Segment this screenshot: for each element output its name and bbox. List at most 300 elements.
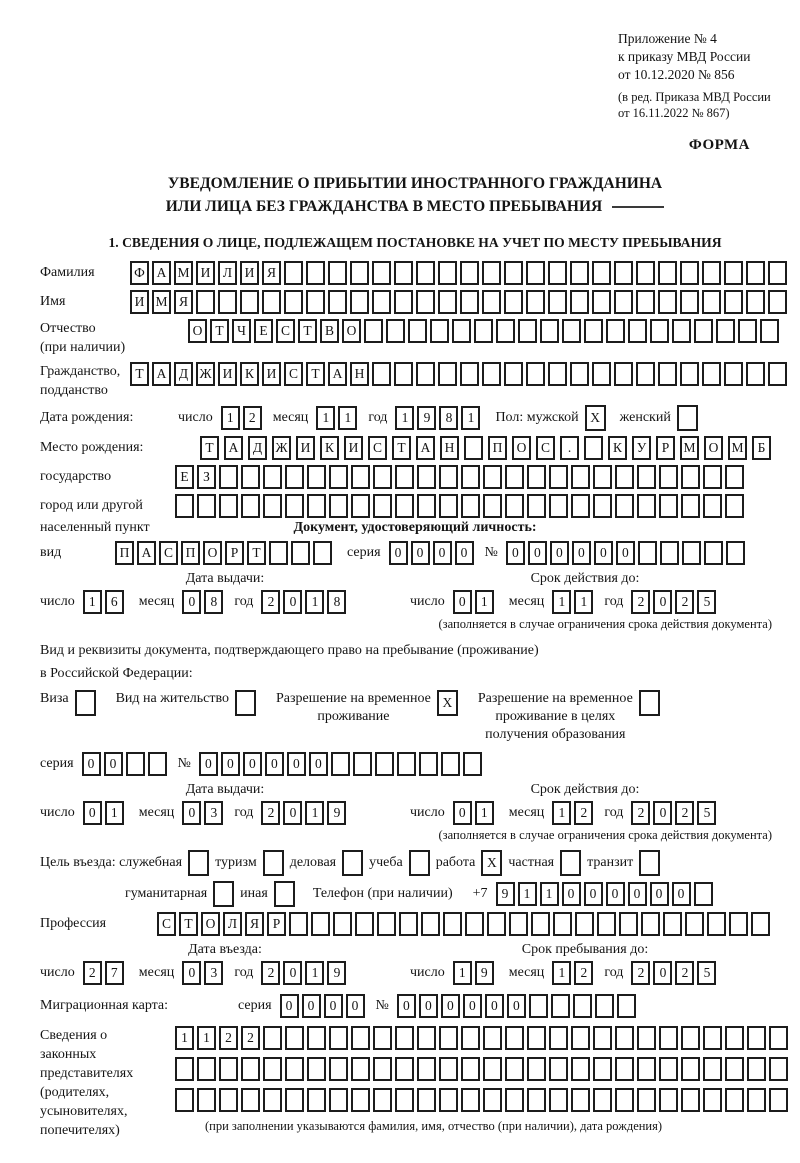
cell[interactable]: 5 xyxy=(697,961,716,985)
cell[interactable]: X xyxy=(437,690,458,716)
purpose-business-checkbox[interactable] xyxy=(342,850,363,876)
cell[interactable]: X xyxy=(585,405,606,431)
cell[interactable] xyxy=(746,362,765,386)
cell[interactable] xyxy=(617,994,636,1018)
cell[interactable] xyxy=(738,319,757,343)
cell[interactable] xyxy=(483,494,502,518)
cell[interactable] xyxy=(377,912,396,936)
cell[interactable] xyxy=(438,362,457,386)
cell[interactable] xyxy=(311,912,330,936)
cell[interactable] xyxy=(461,1057,480,1081)
cell[interactable]: З xyxy=(197,465,216,489)
cell[interactable] xyxy=(430,319,449,343)
cell[interactable]: Н xyxy=(440,436,459,460)
cell[interactable]: 0 xyxy=(389,541,408,565)
cell[interactable]: 9 xyxy=(327,801,346,825)
cell[interactable]: 2 xyxy=(631,801,650,825)
cell[interactable]: Т xyxy=(179,912,198,936)
cell[interactable]: 0 xyxy=(182,590,201,614)
residence-permit-checkbox[interactable] xyxy=(235,690,256,716)
cell[interactable]: 0 xyxy=(653,961,672,985)
cell[interactable] xyxy=(571,465,590,489)
cell[interactable] xyxy=(350,261,369,285)
cell[interactable]: 0 xyxy=(182,801,201,825)
cell[interactable] xyxy=(504,290,523,314)
right-number-cells[interactable] xyxy=(199,752,485,776)
cell[interactable]: К xyxy=(320,436,339,460)
cell[interactable] xyxy=(235,690,256,716)
cell[interactable]: 5 xyxy=(697,801,716,825)
cell[interactable]: П xyxy=(115,541,134,565)
cell[interactable] xyxy=(725,1088,744,1112)
cell[interactable]: Р xyxy=(656,436,675,460)
id-valid-year-cells[interactable] xyxy=(631,590,719,614)
cell[interactable]: 0 xyxy=(616,541,635,565)
cell[interactable]: В xyxy=(320,319,339,343)
cell[interactable]: 0 xyxy=(283,961,302,985)
temp-residence-edu-checkbox[interactable] xyxy=(639,690,660,716)
rep-cells-row1[interactable] xyxy=(175,1026,791,1050)
cell[interactable] xyxy=(551,994,570,1018)
cell[interactable] xyxy=(768,261,787,285)
cell[interactable]: А xyxy=(416,436,435,460)
cell[interactable] xyxy=(529,994,548,1018)
cell[interactable] xyxy=(329,465,348,489)
cell[interactable]: А xyxy=(152,261,171,285)
cell[interactable] xyxy=(197,1057,216,1081)
cell[interactable] xyxy=(175,1088,194,1112)
cell[interactable]: Т xyxy=(130,362,149,386)
cell[interactable] xyxy=(351,1026,370,1050)
cell[interactable] xyxy=(597,912,616,936)
cell[interactable] xyxy=(482,362,501,386)
cell[interactable] xyxy=(329,1088,348,1112)
cell[interactable] xyxy=(395,1057,414,1081)
cell[interactable] xyxy=(571,494,590,518)
sex-female-checkbox[interactable] xyxy=(677,405,698,431)
cell[interactable]: 1 xyxy=(305,961,324,985)
cell[interactable]: 0 xyxy=(283,590,302,614)
cell[interactable]: 0 xyxy=(199,752,218,776)
birth-place-cells-3[interactable] xyxy=(175,494,747,518)
cell[interactable]: 0 xyxy=(182,961,201,985)
cell[interactable]: Ж xyxy=(272,436,291,460)
cell[interactable]: А xyxy=(224,436,243,460)
cell[interactable]: 1 xyxy=(197,1026,216,1050)
cell[interactable] xyxy=(681,1057,700,1081)
cell[interactable]: 2 xyxy=(631,961,650,985)
cell[interactable]: Ф xyxy=(130,261,149,285)
cell[interactable]: 0 xyxy=(455,541,474,565)
cell[interactable]: 0 xyxy=(82,752,101,776)
cell[interactable]: 0 xyxy=(594,541,613,565)
cell[interactable]: 2 xyxy=(83,961,102,985)
cell[interactable] xyxy=(263,1057,282,1081)
cell[interactable] xyxy=(549,494,568,518)
cell[interactable] xyxy=(658,290,677,314)
id-series-cells[interactable] xyxy=(389,541,477,565)
cell[interactable] xyxy=(531,912,550,936)
given-name-cells[interactable] xyxy=(130,290,790,314)
cell[interactable]: 1 xyxy=(105,801,124,825)
cell[interactable] xyxy=(240,290,259,314)
cell[interactable] xyxy=(636,290,655,314)
cell[interactable]: 2 xyxy=(261,801,280,825)
cell[interactable] xyxy=(263,1026,282,1050)
cell[interactable] xyxy=(505,1026,524,1050)
cell[interactable]: А xyxy=(137,541,156,565)
id-issue-day-cells[interactable] xyxy=(83,590,127,614)
cell[interactable] xyxy=(680,362,699,386)
cell[interactable] xyxy=(751,912,770,936)
cell[interactable]: А xyxy=(328,362,347,386)
cell[interactable] xyxy=(595,994,614,1018)
cell[interactable]: С xyxy=(536,436,555,460)
cell[interactable]: Т xyxy=(392,436,411,460)
right-valid-day-cells[interactable] xyxy=(453,801,497,825)
cell[interactable] xyxy=(328,290,347,314)
cell[interactable] xyxy=(196,290,215,314)
cell[interactable] xyxy=(584,436,603,460)
cell[interactable] xyxy=(241,1057,260,1081)
cell[interactable]: М xyxy=(680,436,699,460)
cell[interactable] xyxy=(702,362,721,386)
cell[interactable]: 0 xyxy=(453,590,472,614)
cell[interactable] xyxy=(639,850,660,876)
cell[interactable] xyxy=(329,1057,348,1081)
cell[interactable]: 2 xyxy=(574,801,593,825)
cell[interactable] xyxy=(505,465,524,489)
cell[interactable] xyxy=(364,319,383,343)
cell[interactable] xyxy=(505,1088,524,1112)
cell[interactable] xyxy=(724,362,743,386)
cell[interactable] xyxy=(527,1057,546,1081)
cell[interactable] xyxy=(241,494,260,518)
purpose-private-checkbox[interactable] xyxy=(560,850,581,876)
cell[interactable] xyxy=(703,494,722,518)
cell[interactable] xyxy=(650,319,669,343)
cell[interactable] xyxy=(409,850,430,876)
cell[interactable] xyxy=(769,1088,788,1112)
cell[interactable]: 0 xyxy=(433,541,452,565)
cell[interactable] xyxy=(439,1057,458,1081)
cell[interactable]: 0 xyxy=(528,541,547,565)
cell[interactable]: Е xyxy=(254,319,273,343)
cell[interactable]: Т xyxy=(247,541,266,565)
cell[interactable]: 1 xyxy=(395,406,414,430)
cell[interactable] xyxy=(460,261,479,285)
cell[interactable] xyxy=(284,290,303,314)
cell[interactable] xyxy=(461,465,480,489)
cell[interactable] xyxy=(439,1026,458,1050)
cell[interactable]: Я xyxy=(262,261,281,285)
cell[interactable] xyxy=(548,362,567,386)
cell[interactable] xyxy=(593,494,612,518)
cell[interactable]: И xyxy=(296,436,315,460)
cell[interactable]: 1 xyxy=(475,590,494,614)
birth-month-cells[interactable] xyxy=(316,406,360,430)
cell[interactable] xyxy=(615,1026,634,1050)
cell[interactable] xyxy=(395,494,414,518)
cell[interactable]: 0 xyxy=(280,994,299,1018)
cell[interactable]: 3 xyxy=(204,801,223,825)
cell[interactable] xyxy=(474,319,493,343)
cell[interactable]: С xyxy=(157,912,176,936)
cell[interactable] xyxy=(394,290,413,314)
cell[interactable] xyxy=(372,362,391,386)
cell[interactable]: 2 xyxy=(574,961,593,985)
cell[interactable] xyxy=(460,362,479,386)
cell[interactable]: 2 xyxy=(675,801,694,825)
cell[interactable] xyxy=(592,290,611,314)
entry-year-cells[interactable] xyxy=(261,961,349,985)
cell[interactable] xyxy=(197,1088,216,1112)
cell[interactable] xyxy=(659,1088,678,1112)
cell[interactable]: У xyxy=(632,436,651,460)
cell[interactable] xyxy=(373,1026,392,1050)
cell[interactable]: И xyxy=(262,362,281,386)
cell[interactable]: Т xyxy=(210,319,229,343)
cell[interactable]: X xyxy=(481,850,502,876)
cell[interactable]: 1 xyxy=(83,590,102,614)
cell[interactable] xyxy=(285,494,304,518)
cell[interactable] xyxy=(373,1088,392,1112)
cell[interactable] xyxy=(333,912,352,936)
cell[interactable]: Д xyxy=(174,362,193,386)
cell[interactable]: О xyxy=(201,912,220,936)
cell[interactable] xyxy=(417,494,436,518)
cell[interactable] xyxy=(355,912,374,936)
cell[interactable] xyxy=(417,1057,436,1081)
cell[interactable] xyxy=(461,1026,480,1050)
purpose-other-checkbox[interactable] xyxy=(274,881,295,907)
cell[interactable] xyxy=(219,494,238,518)
cell[interactable] xyxy=(571,1088,590,1112)
birth-year-cells[interactable] xyxy=(395,406,483,430)
cell[interactable]: 9 xyxy=(327,961,346,985)
cell[interactable]: С xyxy=(159,541,178,565)
cell[interactable]: 1 xyxy=(540,882,559,906)
cell[interactable] xyxy=(527,465,546,489)
surname-cells[interactable] xyxy=(130,261,790,285)
cell[interactable]: О xyxy=(342,319,361,343)
cell[interactable] xyxy=(395,1026,414,1050)
cell[interactable] xyxy=(637,1088,656,1112)
cell[interactable]: М xyxy=(728,436,747,460)
cell[interactable] xyxy=(614,261,633,285)
cell[interactable] xyxy=(575,912,594,936)
cell[interactable]: 2 xyxy=(675,961,694,985)
cell[interactable] xyxy=(218,290,237,314)
cell[interactable]: А xyxy=(152,362,171,386)
cell[interactable]: Ч xyxy=(232,319,251,343)
cell[interactable] xyxy=(175,1057,194,1081)
cell[interactable] xyxy=(571,1026,590,1050)
cell[interactable] xyxy=(461,494,480,518)
cell[interactable] xyxy=(707,912,726,936)
cell[interactable] xyxy=(548,290,567,314)
cell[interactable]: И xyxy=(196,261,215,285)
cell[interactable] xyxy=(416,261,435,285)
cell[interactable] xyxy=(285,1026,304,1050)
cell[interactable]: 7 xyxy=(105,961,124,985)
cell[interactable] xyxy=(637,1026,656,1050)
cell[interactable] xyxy=(716,319,735,343)
cell[interactable]: 1 xyxy=(552,801,571,825)
id-valid-month-cells[interactable] xyxy=(552,590,596,614)
cell[interactable] xyxy=(724,290,743,314)
cell[interactable] xyxy=(395,465,414,489)
stay-day-cells[interactable] xyxy=(453,961,497,985)
cell[interactable] xyxy=(443,912,462,936)
cell[interactable] xyxy=(438,290,457,314)
rep-cells-row3[interactable] xyxy=(175,1088,791,1112)
cell[interactable] xyxy=(615,1088,634,1112)
id-issue-month-cells[interactable] xyxy=(182,590,226,614)
cell[interactable] xyxy=(417,465,436,489)
cell[interactable] xyxy=(375,752,394,776)
cell[interactable] xyxy=(636,261,655,285)
cell[interactable] xyxy=(615,465,634,489)
cell[interactable] xyxy=(746,290,765,314)
cell[interactable] xyxy=(373,494,392,518)
cell[interactable] xyxy=(638,541,657,565)
cell[interactable] xyxy=(263,850,284,876)
sex-male-checkbox[interactable] xyxy=(585,405,606,431)
cell[interactable]: И xyxy=(344,436,363,460)
cell[interactable] xyxy=(351,1057,370,1081)
cell[interactable] xyxy=(592,261,611,285)
cell[interactable]: 0 xyxy=(572,541,591,565)
cell[interactable] xyxy=(351,465,370,489)
cell[interactable] xyxy=(628,319,647,343)
cell[interactable] xyxy=(593,1088,612,1112)
purpose-humanitarian-checkbox[interactable] xyxy=(213,881,234,907)
cell[interactable] xyxy=(747,1088,766,1112)
cell[interactable] xyxy=(593,1026,612,1050)
cell[interactable] xyxy=(703,1026,722,1050)
cell[interactable] xyxy=(527,494,546,518)
cell[interactable]: 1 xyxy=(518,882,537,906)
cell[interactable] xyxy=(641,912,660,936)
cell[interactable] xyxy=(274,881,295,907)
cell[interactable] xyxy=(615,494,634,518)
cell[interactable] xyxy=(571,1057,590,1081)
cell[interactable] xyxy=(681,1026,700,1050)
cell[interactable]: 0 xyxy=(653,590,672,614)
right-issue-year-cells[interactable] xyxy=(261,801,349,825)
cell[interactable] xyxy=(592,362,611,386)
cell[interactable]: 2 xyxy=(261,590,280,614)
cell[interactable] xyxy=(681,465,700,489)
cell[interactable] xyxy=(460,290,479,314)
cell[interactable] xyxy=(307,1088,326,1112)
cell[interactable] xyxy=(306,290,325,314)
cell[interactable]: О xyxy=(203,541,222,565)
cell[interactable] xyxy=(75,690,96,716)
cell[interactable] xyxy=(725,465,744,489)
cell[interactable] xyxy=(570,261,589,285)
cell[interactable] xyxy=(331,752,350,776)
cell[interactable] xyxy=(483,1057,502,1081)
cell[interactable] xyxy=(482,261,501,285)
cell[interactable]: 2 xyxy=(675,590,694,614)
cell[interactable] xyxy=(760,319,779,343)
cell[interactable]: 0 xyxy=(485,994,504,1018)
cell[interactable] xyxy=(518,319,537,343)
cell[interactable]: Б xyxy=(752,436,771,460)
cell[interactable]: 0 xyxy=(309,752,328,776)
cell[interactable]: 0 xyxy=(346,994,365,1018)
cell[interactable] xyxy=(549,465,568,489)
stay-month-cells[interactable] xyxy=(552,961,596,985)
right-series-cells[interactable] xyxy=(82,752,170,776)
cell[interactable]: 1 xyxy=(475,801,494,825)
cell[interactable] xyxy=(606,319,625,343)
birth-place-cells-1[interactable] xyxy=(200,436,776,460)
cell[interactable]: 2 xyxy=(219,1026,238,1050)
cell[interactable]: П xyxy=(488,436,507,460)
cell[interactable] xyxy=(307,1026,326,1050)
cell[interactable] xyxy=(562,319,581,343)
cell[interactable] xyxy=(126,752,145,776)
right-valid-month-cells[interactable] xyxy=(552,801,596,825)
cell[interactable] xyxy=(263,465,282,489)
cell[interactable]: 1 xyxy=(305,801,324,825)
cell[interactable]: 0 xyxy=(650,882,669,906)
cell[interactable] xyxy=(313,541,332,565)
cell[interactable]: 1 xyxy=(574,590,593,614)
cell[interactable]: Т xyxy=(306,362,325,386)
cell[interactable] xyxy=(439,1088,458,1112)
cell[interactable]: 0 xyxy=(324,994,343,1018)
cell[interactable] xyxy=(703,1057,722,1081)
cell[interactable]: 8 xyxy=(204,590,223,614)
cell[interactable]: Л xyxy=(218,261,237,285)
cell[interactable] xyxy=(570,362,589,386)
cell[interactable] xyxy=(285,1057,304,1081)
cell[interactable] xyxy=(399,912,418,936)
cell[interactable]: И xyxy=(218,362,237,386)
cell[interactable]: 0 xyxy=(441,994,460,1018)
cell[interactable] xyxy=(219,1057,238,1081)
cell[interactable] xyxy=(263,1088,282,1112)
cell[interactable]: 0 xyxy=(507,994,526,1018)
cell[interactable] xyxy=(526,261,545,285)
cell[interactable] xyxy=(694,882,713,906)
cell[interactable] xyxy=(441,752,460,776)
id-valid-day-cells[interactable] xyxy=(453,590,497,614)
cell[interactable]: 1 xyxy=(338,406,357,430)
cell[interactable] xyxy=(419,752,438,776)
cell[interactable]: 0 xyxy=(265,752,284,776)
cell[interactable] xyxy=(262,290,281,314)
cell[interactable]: 0 xyxy=(397,994,416,1018)
cell[interactable]: 0 xyxy=(104,752,123,776)
cell[interactable] xyxy=(289,912,308,936)
cell[interactable] xyxy=(351,494,370,518)
cell[interactable]: 0 xyxy=(419,994,438,1018)
cell[interactable] xyxy=(463,752,482,776)
cell[interactable] xyxy=(416,362,435,386)
cell[interactable] xyxy=(768,362,787,386)
cell[interactable] xyxy=(188,850,209,876)
entry-day-cells[interactable] xyxy=(83,961,127,985)
cell[interactable] xyxy=(658,261,677,285)
cell[interactable] xyxy=(584,319,603,343)
birth-place-cells-2[interactable] xyxy=(175,465,747,489)
purpose-tourism-checkbox[interactable] xyxy=(263,850,284,876)
